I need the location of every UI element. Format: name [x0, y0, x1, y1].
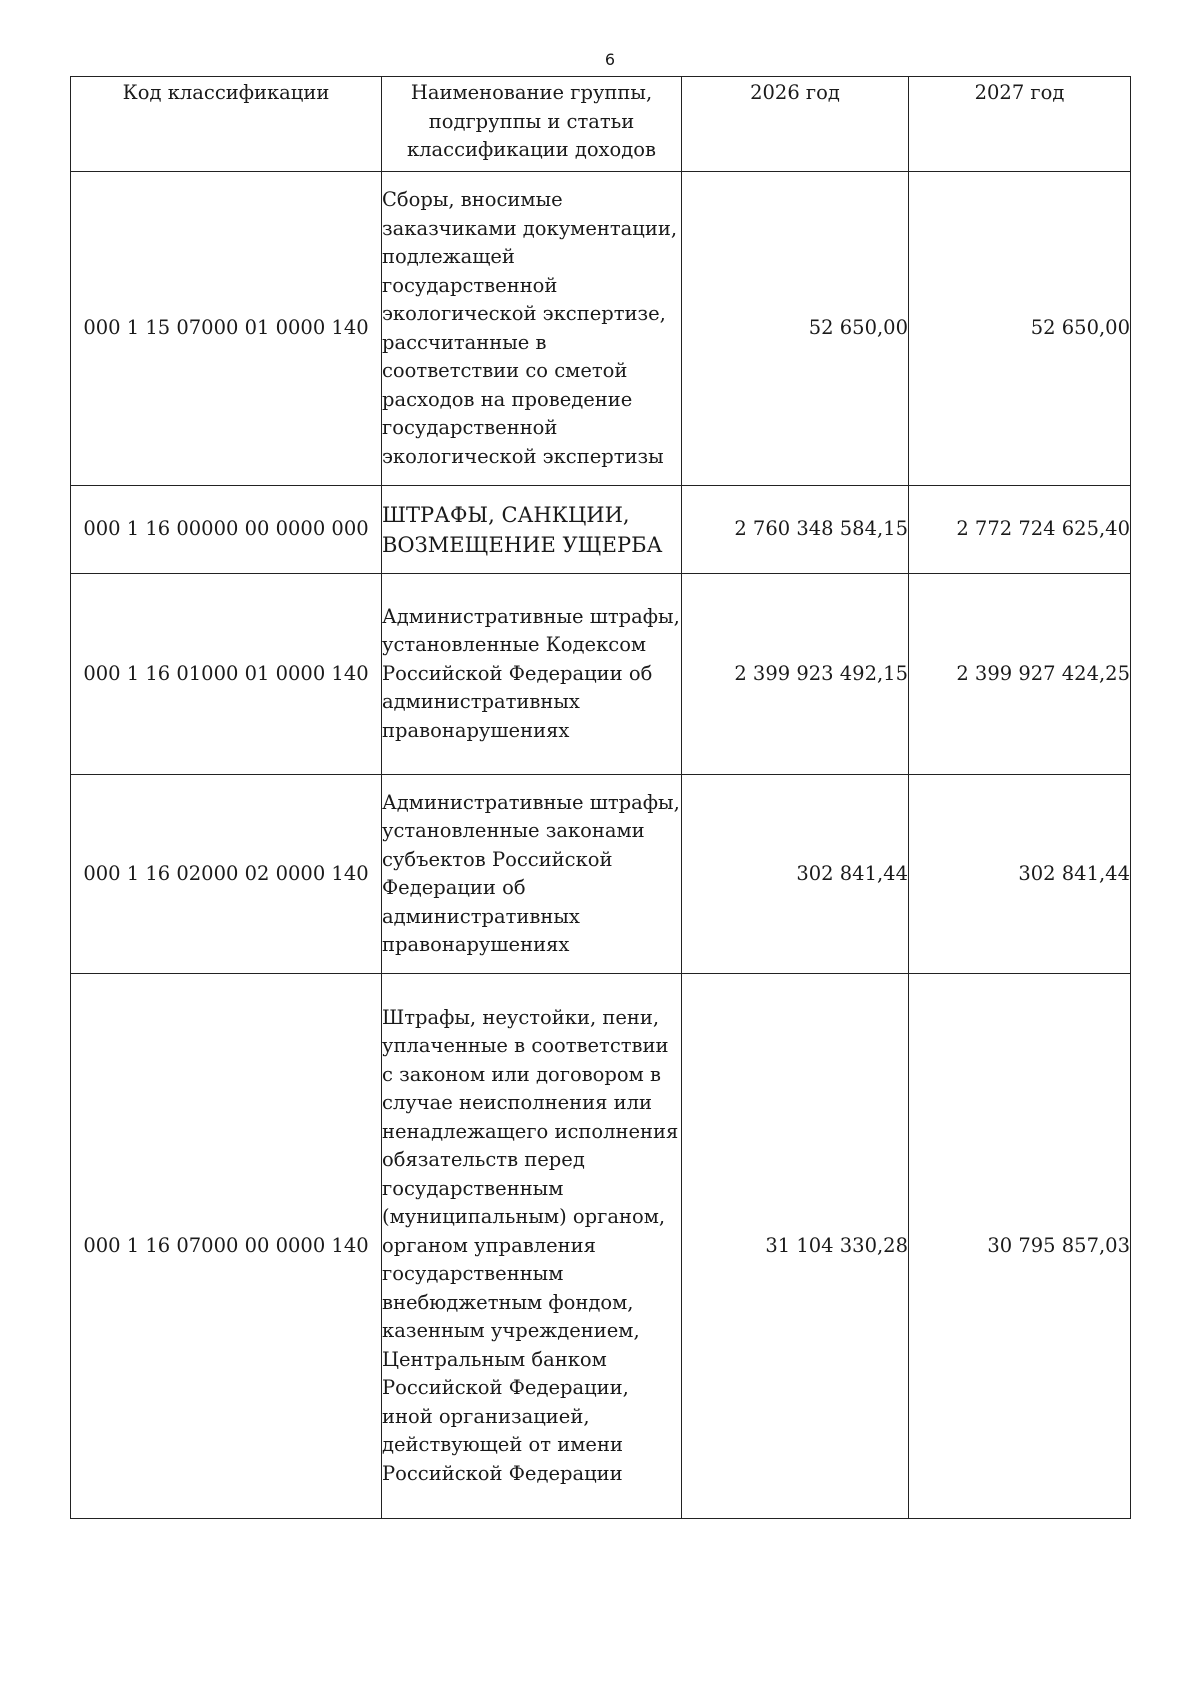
amount-2026: 302 841,44 [682, 775, 909, 974]
classification-code: 000 1 16 01000 01 0000 140 [71, 574, 382, 775]
table-row [71, 486, 1131, 574]
table-header-row [71, 77, 1131, 172]
classification-code: 000 1 16 02000 02 0000 140 [71, 775, 382, 974]
classification-code: 000 1 16 07000 00 0000 140 [71, 974, 382, 1519]
amount-2026: 2 399 923 492,15 [682, 574, 909, 775]
page-number: 6 [604, 50, 616, 69]
revenue-item-name: Административные штрафы, установленные законами субъектов Российской Федерации об административных правонарушениях [382, 775, 682, 974]
amount-2026: 52 650,00 [682, 172, 909, 486]
revenue-item-name: Сборы, вносимые заказчиками документации, подлежащей государственной экологической экспертизе, рассчитанные в соответствии со сметой расходов на проведение государственной экологической экспертизы [382, 172, 682, 486]
table-row [71, 172, 1131, 486]
table-row [71, 775, 1131, 974]
amount-2027: 30 795 857,03 [909, 974, 1131, 1519]
table-row [71, 974, 1131, 1519]
table-row [71, 574, 1131, 775]
revenue-classification-table [70, 76, 1131, 1519]
revenue-item-name: Административные штрафы, установленные Кодексом Российской Федерации об административных правонарушениях [382, 574, 682, 775]
header-classification-code: Код классификации [71, 77, 382, 172]
amount-2027: 2 772 724 625,40 [909, 486, 1131, 574]
amount-2027: 302 841,44 [909, 775, 1131, 974]
header-group-name: Наименование группы, подгруппы и статьи классификации доходов [382, 77, 682, 172]
revenue-item-name: Штрафы, неустойки, пени, уплаченные в соответствии с законом или договором в случае неисполнения или ненадлежащего исполнения обязательств перед государственным (муниципальным) органом, органом управления государственным внебюджетным фондом, казенным учреждением, Центральным банком Российской Федерации, иной организацией, действующей от имени Российской Федерации [382, 974, 682, 1519]
amount-2027: 2 399 927 424,25 [909, 574, 1131, 775]
classification-code: 000 1 15 07000 01 0000 140 [71, 172, 382, 486]
amount-2027: 52 650,00 [909, 172, 1131, 486]
header-year-2027: 2027 год [909, 77, 1131, 172]
classification-code: 000 1 16 00000 00 0000 000 [71, 486, 382, 574]
amount-2026: 31 104 330,28 [682, 974, 909, 1519]
revenue-item-name: ШТРАФЫ, САНКЦИИ, ВОЗМЕЩЕНИЕ УЩЕРБА [382, 486, 682, 574]
amount-2026: 2 760 348 584,15 [682, 486, 909, 574]
header-year-2026: 2026 год [682, 77, 909, 172]
